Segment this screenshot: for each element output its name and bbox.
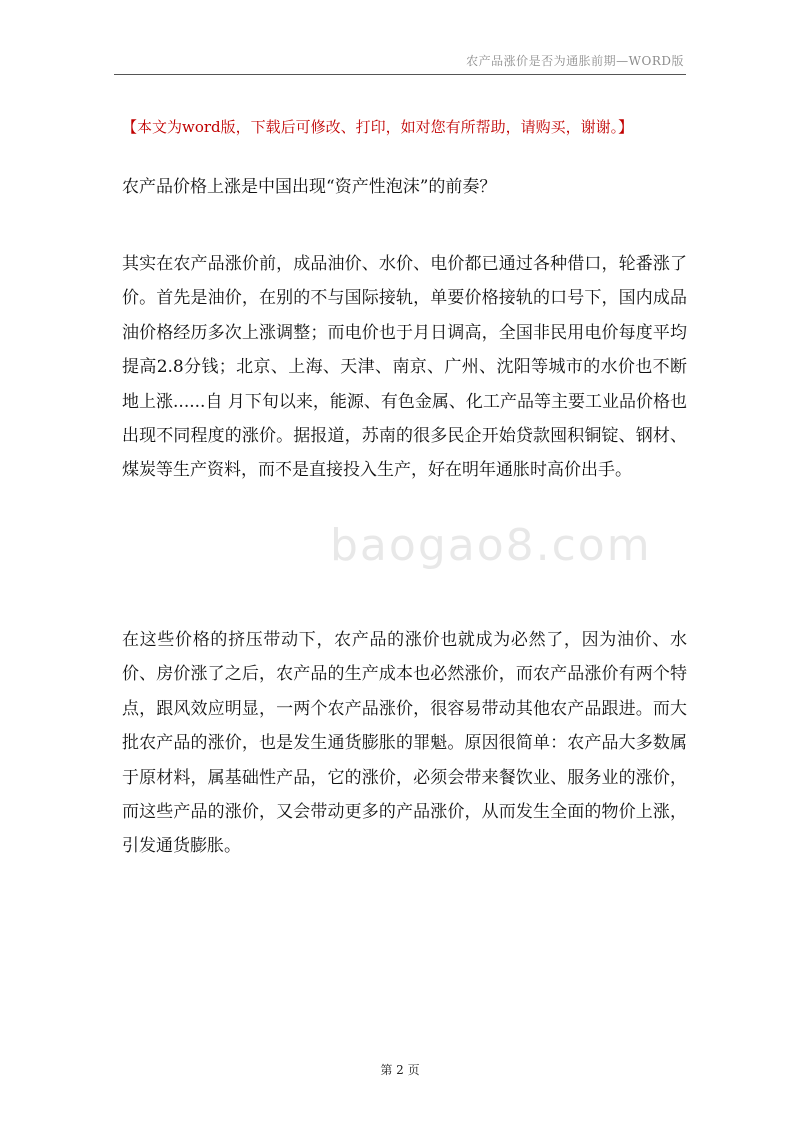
header-divider xyxy=(114,74,686,75)
site-watermark: baogao8.com xyxy=(330,520,652,571)
article-paragraph-1: 其实在农产品涨价前，成品油价、水价、电价都已通过各种借口，轮番涨了价。首先是油价，在别的不与国际接轨，单要价格接轨的口号下，国内成品油价格经历多次上涨调整；而电价也于月日调高，全国非民用电价每度平均提高2.8分钱；北京、上海、天津、南京、广州、沈阳等城市的水价也不断地上涨......自 月下旬以来，能源、有色金属、化工产品等主要工业品价格也出现不同程度的涨价。据报道，苏南的很多民企开始贷款囤积铜锭、钢材、煤炭等生产资料，而不是直接投入生产，好在明年通胀时高价出手。 xyxy=(122,254,687,481)
article-paragraph-2: 在这些价格的挤压带动下，农产品的涨价也就成为必然了，因为油价、水价、房价涨了之后，农产品的生产成本也必然涨价，而农产品涨价有两个特点，跟风效应明显，一两个农产品涨价，很容易带动其他农产品跟进。而大批农产品的涨价，也是发生通货膨胀的罪魁。原因很简单：农产品大多数属于原材料，属基础性产品，它的涨价，必须会带来餐饮业、服务业的涨价，而这些产品的涨价，又会带动更多的产品涨价，从而发生全面的物价上涨，引发通货膨胀。 xyxy=(122,630,687,857)
running-header: 农产品涨价是否为通胀前期—WORD版 xyxy=(466,54,684,68)
download-notice: 【本文为word版，下载后可修改、打印，如对您有所帮助，请购买，谢谢。】 xyxy=(122,118,634,136)
page-number: 第 2 页 xyxy=(380,1063,420,1077)
article-headline: 农产品价格上涨是中国出现“资产性泡沫”的前奏？ xyxy=(122,177,497,197)
